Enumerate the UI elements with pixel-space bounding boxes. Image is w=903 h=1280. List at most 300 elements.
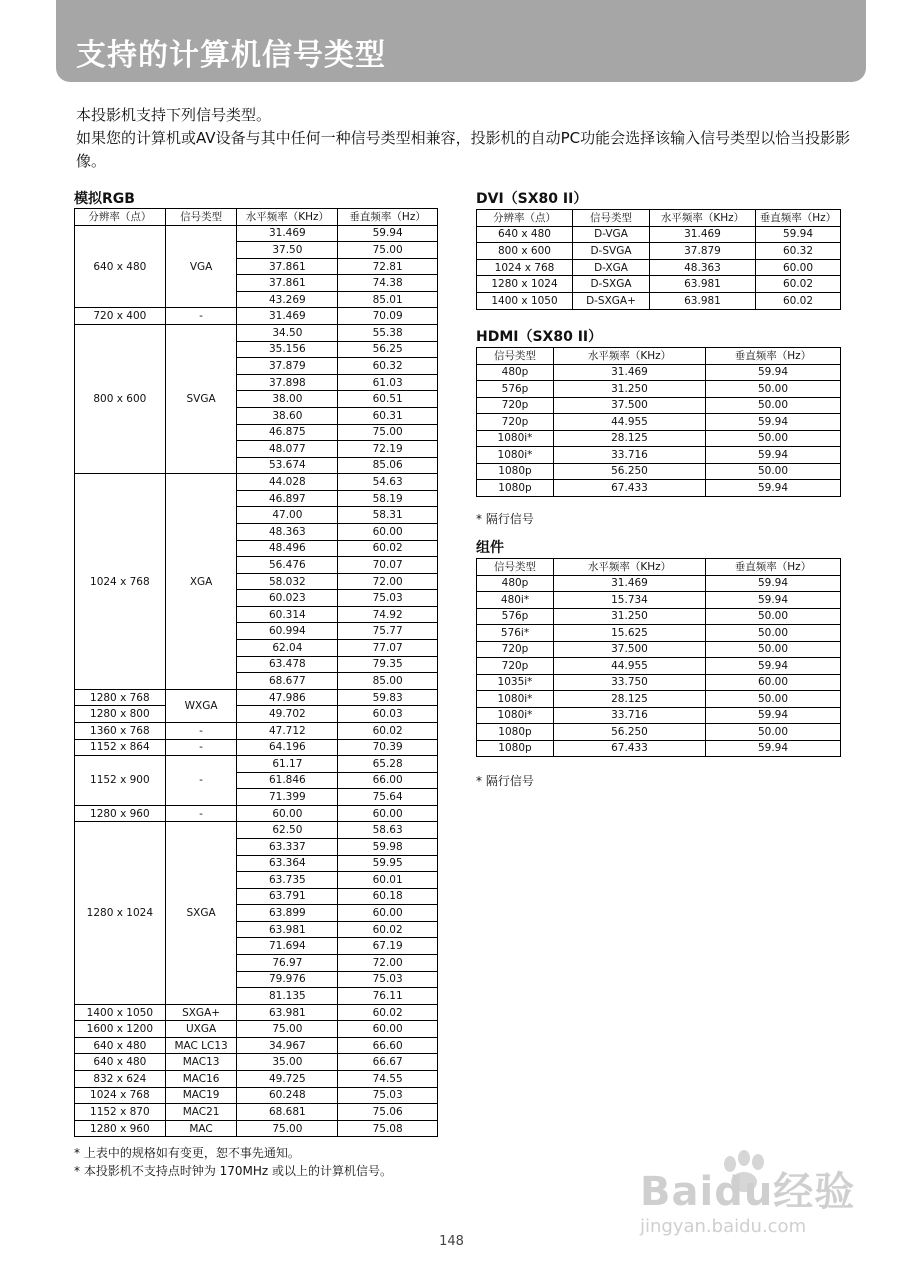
vfreq-cell: 60.02 — [756, 292, 841, 309]
rgb-title: 模拟RGB — [74, 191, 135, 207]
hfreq-cell: 63.899 — [237, 905, 338, 922]
table-row — [477, 463, 841, 480]
hfreq-cell: 47.712 — [237, 722, 338, 739]
hfreq-cell: 63.981 — [237, 921, 338, 938]
vfreq-cell: 79.35 — [338, 656, 438, 673]
hdmi-note: * 隔行信号 — [476, 512, 534, 526]
hfreq-cell: 62.04 — [237, 640, 338, 657]
table-row — [477, 397, 841, 414]
vfreq-cell: 60.18 — [338, 888, 438, 905]
resolution-cell: 640 x 480 — [75, 1054, 166, 1071]
table-row — [75, 822, 438, 839]
vfreq-cell: 60.01 — [338, 872, 438, 889]
table-row — [477, 381, 841, 398]
hfreq-cell: 31.469 — [650, 226, 756, 243]
vfreq-cell: 67.19 — [338, 938, 438, 955]
hfreq-cell: 31.469 — [554, 575, 706, 592]
table-row — [75, 739, 438, 756]
dvi-header-hfreq: 水平频率（KHz） — [650, 210, 756, 227]
resolution-cell: 800 x 600 — [75, 325, 166, 474]
vfreq-cell: 59.94 — [706, 740, 841, 757]
hfreq-cell: 63.981 — [650, 292, 756, 309]
hfreq-cell: 34.50 — [237, 325, 338, 342]
vfreq-cell: 60.32 — [338, 358, 438, 375]
hfreq-cell: 43.269 — [237, 291, 338, 308]
vfreq-cell: 50.00 — [706, 430, 841, 447]
component-table — [476, 558, 841, 757]
signal-type-cell: 480p — [477, 575, 554, 592]
table-row — [477, 674, 841, 691]
vfreq-cell: 60.02 — [756, 276, 841, 293]
vfreq-cell: 70.39 — [338, 739, 438, 756]
resolution-cell: 1600 x 1200 — [75, 1021, 166, 1038]
hfreq-cell: 47.986 — [237, 689, 338, 706]
vfreq-cell: 75.03 — [338, 971, 438, 988]
resolution-cell: 1024 x 768 — [75, 1087, 166, 1104]
hfreq-cell: 60.994 — [237, 623, 338, 640]
signal-type-cell: 720p — [477, 641, 554, 658]
signal-type-cell: D-SXGA — [573, 276, 650, 293]
vfreq-cell: 59.98 — [338, 838, 438, 855]
intro-line-1: 本投影机支持下列信号类型。 — [76, 106, 272, 124]
vfreq-cell: 58.63 — [338, 822, 438, 839]
table-row — [477, 430, 841, 447]
vfreq-cell: 58.31 — [338, 507, 438, 524]
vfreq-cell: 85.00 — [338, 673, 438, 690]
hfreq-cell: 68.681 — [237, 1104, 338, 1121]
vfreq-cell: 74.92 — [338, 606, 438, 623]
hfreq-cell: 71.399 — [237, 789, 338, 806]
signal-type-cell: D-XGA — [573, 259, 650, 276]
table-row — [75, 1071, 438, 1088]
vfreq-cell: 60.32 — [756, 243, 841, 260]
rgb-header-hfreq: 水平频率（KHz） — [237, 209, 338, 226]
table-row — [477, 740, 841, 757]
table-row — [477, 243, 841, 260]
hfreq-cell: 37.50 — [237, 242, 338, 259]
vfreq-cell: 60.00 — [338, 523, 438, 540]
hfreq-cell: 61.846 — [237, 772, 338, 789]
signal-type-cell: 1080p — [477, 480, 554, 497]
signal-type-cell: 1080p — [477, 463, 554, 480]
table-row — [75, 1004, 438, 1021]
hfreq-cell: 31.250 — [554, 608, 706, 625]
vfreq-cell: 75.00 — [338, 424, 438, 441]
footnote-1: * 上表中的规格如有变更，恕不事先通知。 — [74, 1146, 300, 1160]
vfreq-cell: 59.94 — [706, 592, 841, 609]
rgb-footnotes — [74, 1144, 392, 1180]
hfreq-cell: 63.364 — [237, 855, 338, 872]
vfreq-cell: 58.19 — [338, 490, 438, 507]
vfreq-cell: 60.51 — [338, 391, 438, 408]
vfreq-cell: 59.94 — [706, 707, 841, 724]
hfreq-cell: 58.032 — [237, 573, 338, 590]
hfreq-cell: 33.716 — [554, 447, 706, 464]
vfreq-cell: 85.06 — [338, 457, 438, 474]
intro-text — [76, 104, 856, 173]
hfreq-cell: 48.496 — [237, 540, 338, 557]
vfreq-cell: 60.03 — [338, 706, 438, 723]
signal-type-cell: WXGA — [165, 689, 237, 722]
table-row — [75, 722, 438, 739]
hfreq-cell: 81.135 — [237, 988, 338, 1005]
vfreq-cell: 77.07 — [338, 640, 438, 657]
vfreq-cell: 70.09 — [338, 308, 438, 325]
resolution-cell: 1280 x 960 — [75, 805, 166, 822]
vfreq-cell: 75.03 — [338, 590, 438, 607]
hfreq-cell: 46.875 — [237, 424, 338, 441]
hdmi-header-hfreq: 水平频率（KHz） — [554, 348, 706, 365]
vfreq-cell: 50.00 — [706, 724, 841, 741]
signal-type-cell: XGA — [165, 474, 237, 690]
signal-type-cell: 1080i* — [477, 430, 554, 447]
signal-type-cell: 576p — [477, 381, 554, 398]
signal-type-cell: 1080i* — [477, 691, 554, 708]
hfreq-cell: 49.725 — [237, 1071, 338, 1088]
table-row — [477, 414, 841, 431]
vfreq-cell: 60.00 — [756, 259, 841, 276]
signal-type-cell: SXGA — [165, 822, 237, 1004]
signal-type-cell: MAC19 — [165, 1087, 237, 1104]
vfreq-cell: 50.00 — [706, 641, 841, 658]
signal-type-cell: MAC — [165, 1120, 237, 1137]
rgb-header-vfreq: 垂直频率（Hz） — [338, 209, 438, 226]
vfreq-cell: 50.00 — [706, 397, 841, 414]
watermark-logo: Baidu经验 — [640, 1169, 856, 1215]
vfreq-cell: 75.06 — [338, 1104, 438, 1121]
hfreq-cell: 34.967 — [237, 1037, 338, 1054]
hfreq-cell: 37.879 — [237, 358, 338, 375]
signal-type-cell: MAC13 — [165, 1054, 237, 1071]
table-row — [477, 447, 841, 464]
vfreq-cell: 59.95 — [338, 855, 438, 872]
hfreq-cell: 63.981 — [650, 276, 756, 293]
vfreq-cell: 61.03 — [338, 374, 438, 391]
table-row — [477, 641, 841, 658]
hfreq-cell: 15.734 — [554, 592, 706, 609]
vfreq-cell: 60.00 — [338, 805, 438, 822]
hfreq-cell: 49.702 — [237, 706, 338, 723]
signal-type-cell: - — [165, 756, 237, 806]
component-note: * 隔行信号 — [476, 774, 534, 788]
dvi-table — [476, 209, 841, 310]
table-row — [75, 1054, 438, 1071]
resolution-cell: 800 x 600 — [477, 243, 573, 260]
vfreq-cell: 65.28 — [338, 756, 438, 773]
hdmi-header-vfreq: 垂直频率（Hz） — [706, 348, 841, 365]
hfreq-cell: 28.125 — [554, 430, 706, 447]
vfreq-cell: 75.77 — [338, 623, 438, 640]
vfreq-cell: 59.83 — [338, 689, 438, 706]
vfreq-cell: 59.94 — [706, 658, 841, 675]
hfreq-cell: 37.500 — [554, 641, 706, 658]
component-header-vfreq: 垂直频率（Hz） — [706, 559, 841, 576]
resolution-cell: 1280 x 1024 — [75, 822, 166, 1004]
hfreq-cell: 31.469 — [237, 225, 338, 242]
hdmi-title: HDMI（SX80 II） — [476, 329, 603, 345]
vfreq-cell: 50.00 — [706, 463, 841, 480]
hfreq-cell: 67.433 — [554, 480, 706, 497]
resolution-cell: 1024 x 768 — [75, 474, 166, 690]
table-row — [75, 1087, 438, 1104]
dvi-header-vfreq: 垂直频率（Hz） — [756, 210, 841, 227]
resolution-cell: 1152 x 864 — [75, 739, 166, 756]
hfreq-cell: 31.469 — [554, 364, 706, 381]
table-row — [75, 756, 438, 773]
resolution-cell: 640 x 480 — [477, 226, 573, 243]
component-header-hfreq: 水平频率（KHz） — [554, 559, 706, 576]
table-row — [477, 658, 841, 675]
vfreq-cell: 60.31 — [338, 407, 438, 424]
table-row — [477, 625, 841, 642]
resolution-cell: 1152 x 900 — [75, 756, 166, 806]
hfreq-cell: 60.314 — [237, 606, 338, 623]
hfreq-cell: 75.00 — [237, 1120, 338, 1137]
vfreq-cell: 59.94 — [706, 480, 841, 497]
hfreq-cell: 44.028 — [237, 474, 338, 491]
hfreq-cell: 79.976 — [237, 971, 338, 988]
page-header — [56, 0, 866, 82]
vfreq-cell: 74.55 — [338, 1071, 438, 1088]
table-row — [477, 707, 841, 724]
vfreq-cell: 59.94 — [338, 225, 438, 242]
hfreq-cell: 37.879 — [650, 243, 756, 260]
hfreq-cell: 37.500 — [554, 397, 706, 414]
hfreq-cell: 35.156 — [237, 341, 338, 358]
signal-type-cell: D-SXGA+ — [573, 292, 650, 309]
resolution-cell: 1360 x 768 — [75, 722, 166, 739]
hfreq-cell: 37.861 — [237, 258, 338, 275]
table-row — [477, 226, 841, 243]
table-row — [75, 1120, 438, 1137]
signal-type-cell: MAC21 — [165, 1104, 237, 1121]
hdmi-header-signal: 信号类型 — [477, 348, 554, 365]
hfreq-cell: 62.50 — [237, 822, 338, 839]
vfreq-cell: 59.94 — [756, 226, 841, 243]
dvi-header-resolution: 分辨率（点） — [477, 210, 573, 227]
vfreq-cell: 72.81 — [338, 258, 438, 275]
table-row — [477, 592, 841, 609]
table-row — [75, 706, 438, 723]
hfreq-cell: 33.716 — [554, 707, 706, 724]
vfreq-cell: 72.19 — [338, 441, 438, 458]
hfreq-cell: 56.476 — [237, 557, 338, 574]
vfreq-cell: 66.00 — [338, 772, 438, 789]
hfreq-cell: 56.250 — [554, 463, 706, 480]
vfreq-cell: 59.94 — [706, 447, 841, 464]
resolution-cell: 1280 x 800 — [75, 706, 166, 723]
baidu-watermark — [640, 1150, 870, 1260]
hfreq-cell: 44.955 — [554, 658, 706, 675]
signal-type-cell: 1035i* — [477, 674, 554, 691]
signal-type-cell: 720p — [477, 397, 554, 414]
resolution-cell: 1280 x 960 — [75, 1120, 166, 1137]
hfreq-cell: 47.00 — [237, 507, 338, 524]
hfreq-cell: 48.363 — [237, 523, 338, 540]
vfreq-cell: 60.02 — [338, 722, 438, 739]
hfreq-cell: 56.250 — [554, 724, 706, 741]
resolution-cell: 720 x 400 — [75, 308, 166, 325]
hfreq-cell: 53.674 — [237, 457, 338, 474]
vfreq-cell: 85.01 — [338, 291, 438, 308]
signal-type-cell: SXGA+ — [165, 1004, 237, 1021]
hfreq-cell: 75.00 — [237, 1021, 338, 1038]
watermark-url: jingyan.baidu.com — [640, 1216, 807, 1237]
table-row — [477, 724, 841, 741]
signal-type-cell: - — [165, 308, 237, 325]
signal-type-cell: MAC16 — [165, 1071, 237, 1088]
resolution-cell: 640 x 480 — [75, 1037, 166, 1054]
resolution-cell: 1280 x 1024 — [477, 276, 573, 293]
vfreq-cell: 76.11 — [338, 988, 438, 1005]
hfreq-cell: 37.861 — [237, 275, 338, 292]
hfreq-cell: 44.955 — [554, 414, 706, 431]
component-title: 组件 — [476, 540, 504, 556]
vfreq-cell: 50.00 — [706, 381, 841, 398]
vfreq-cell: 74.38 — [338, 275, 438, 292]
table-row — [75, 1021, 438, 1038]
table-row — [477, 364, 841, 381]
table-row — [75, 805, 438, 822]
hfreq-cell: 63.981 — [237, 1004, 338, 1021]
hfreq-cell: 38.00 — [237, 391, 338, 408]
vfreq-cell: 75.08 — [338, 1120, 438, 1137]
table-row — [477, 575, 841, 592]
signal-type-cell: MAC LC13 — [165, 1037, 237, 1054]
signal-type-cell: - — [165, 805, 237, 822]
vfreq-cell: 59.94 — [706, 364, 841, 381]
vfreq-cell: 66.60 — [338, 1037, 438, 1054]
page-number: 148 — [439, 1234, 464, 1249]
vfreq-cell: 50.00 — [706, 625, 841, 642]
hfreq-cell: 63.791 — [237, 888, 338, 905]
vfreq-cell: 60.02 — [338, 921, 438, 938]
signal-type-cell: 1080p — [477, 724, 554, 741]
dvi-header-signal: 信号类型 — [573, 210, 650, 227]
table-row — [75, 689, 438, 706]
hfreq-cell: 60.00 — [237, 805, 338, 822]
vfreq-cell: 60.00 — [338, 905, 438, 922]
signal-type-cell: 1080i* — [477, 447, 554, 464]
vfreq-cell: 75.00 — [338, 242, 438, 259]
hfreq-cell: 60.023 — [237, 590, 338, 607]
vfreq-cell: 60.02 — [338, 1004, 438, 1021]
component-header-signal: 信号类型 — [477, 559, 554, 576]
dvi-title: DVI（SX80 II） — [476, 191, 588, 207]
signal-type-cell: D-VGA — [573, 226, 650, 243]
resolution-cell: 1024 x 768 — [477, 259, 573, 276]
hfreq-cell: 37.898 — [237, 374, 338, 391]
vfreq-cell: 75.64 — [338, 789, 438, 806]
vfreq-cell: 54.63 — [338, 474, 438, 491]
vfreq-cell: 60.02 — [338, 540, 438, 557]
rgb-header-signal: 信号类型 — [165, 209, 237, 226]
hfreq-cell: 63.478 — [237, 656, 338, 673]
resolution-cell: 1400 x 1050 — [75, 1004, 166, 1021]
table-row — [75, 225, 438, 242]
signal-type-cell: 576p — [477, 608, 554, 625]
signal-type-cell: 480p — [477, 364, 554, 381]
vfreq-cell: 59.94 — [706, 575, 841, 592]
hfreq-cell: 31.250 — [554, 381, 706, 398]
signal-type-cell: 720p — [477, 658, 554, 675]
resolution-cell: 1152 x 870 — [75, 1104, 166, 1121]
hfreq-cell: 61.17 — [237, 756, 338, 773]
intro-line-2: 如果您的计算机或AV设备与其中任何一种信号类型相兼容，投影机的自动PC功能会选择该输入信号类型以恰当投影影像。 — [76, 129, 851, 170]
signal-type-cell: SVGA — [165, 325, 237, 474]
hfreq-cell: 63.735 — [237, 872, 338, 889]
page-title: 支持的计算机信号类型 — [76, 38, 386, 73]
hfreq-cell: 48.077 — [237, 441, 338, 458]
signal-type-cell: 480i* — [477, 592, 554, 609]
table-row — [477, 691, 841, 708]
table-row — [477, 480, 841, 497]
vfreq-cell: 70.07 — [338, 557, 438, 574]
hfreq-cell: 63.337 — [237, 838, 338, 855]
vfreq-cell: 50.00 — [706, 608, 841, 625]
vfreq-cell: 60.00 — [338, 1021, 438, 1038]
vfreq-cell: 66.67 — [338, 1054, 438, 1071]
signal-type-cell: 1080p — [477, 740, 554, 757]
hfreq-cell: 15.625 — [554, 625, 706, 642]
signal-type-cell: D-SVGA — [573, 243, 650, 260]
signal-type-cell: VGA — [165, 225, 237, 308]
vfreq-cell: 56.25 — [338, 341, 438, 358]
rgb-table — [74, 208, 438, 1137]
resolution-cell: 1280 x 768 — [75, 689, 166, 706]
vfreq-cell: 75.03 — [338, 1087, 438, 1104]
signal-type-cell: 576i* — [477, 625, 554, 642]
table-row — [477, 292, 841, 309]
hdmi-table — [476, 347, 841, 497]
signal-type-cell: - — [165, 722, 237, 739]
hfreq-cell: 31.469 — [237, 308, 338, 325]
rgb-header-resolution: 分辨率（点） — [75, 209, 166, 226]
hfreq-cell: 48.363 — [650, 259, 756, 276]
signal-type-cell: 1080i* — [477, 707, 554, 724]
table-row — [477, 259, 841, 276]
table-row — [477, 608, 841, 625]
vfreq-cell: 50.00 — [706, 691, 841, 708]
resolution-cell: 832 x 624 — [75, 1071, 166, 1088]
resolution-cell: 640 x 480 — [75, 225, 166, 308]
vfreq-cell: 72.00 — [338, 573, 438, 590]
table-row — [75, 474, 438, 491]
vfreq-cell: 60.00 — [706, 674, 841, 691]
table-row — [75, 308, 438, 325]
signal-type-cell: UXGA — [165, 1021, 237, 1038]
hfreq-cell: 35.00 — [237, 1054, 338, 1071]
hfreq-cell: 68.677 — [237, 673, 338, 690]
footnote-2: * 本投影机不支持点时钟为 170MHz 或以上的计算机信号。 — [74, 1164, 393, 1178]
vfreq-cell: 72.00 — [338, 955, 438, 972]
hfreq-cell: 28.125 — [554, 691, 706, 708]
hfreq-cell: 76.97 — [237, 955, 338, 972]
hfreq-cell: 71.694 — [237, 938, 338, 955]
hfreq-cell: 33.750 — [554, 674, 706, 691]
hfreq-cell: 38.60 — [237, 407, 338, 424]
table-row — [75, 1037, 438, 1054]
signal-type-cell: 720p — [477, 414, 554, 431]
hfreq-cell: 67.433 — [554, 740, 706, 757]
hfreq-cell: 46.897 — [237, 490, 338, 507]
vfreq-cell: 55.38 — [338, 325, 438, 342]
table-row — [75, 325, 438, 342]
resolution-cell: 1400 x 1050 — [477, 292, 573, 309]
signal-type-cell: - — [165, 739, 237, 756]
hfreq-cell: 64.196 — [237, 739, 338, 756]
hfreq-cell: 60.248 — [237, 1087, 338, 1104]
